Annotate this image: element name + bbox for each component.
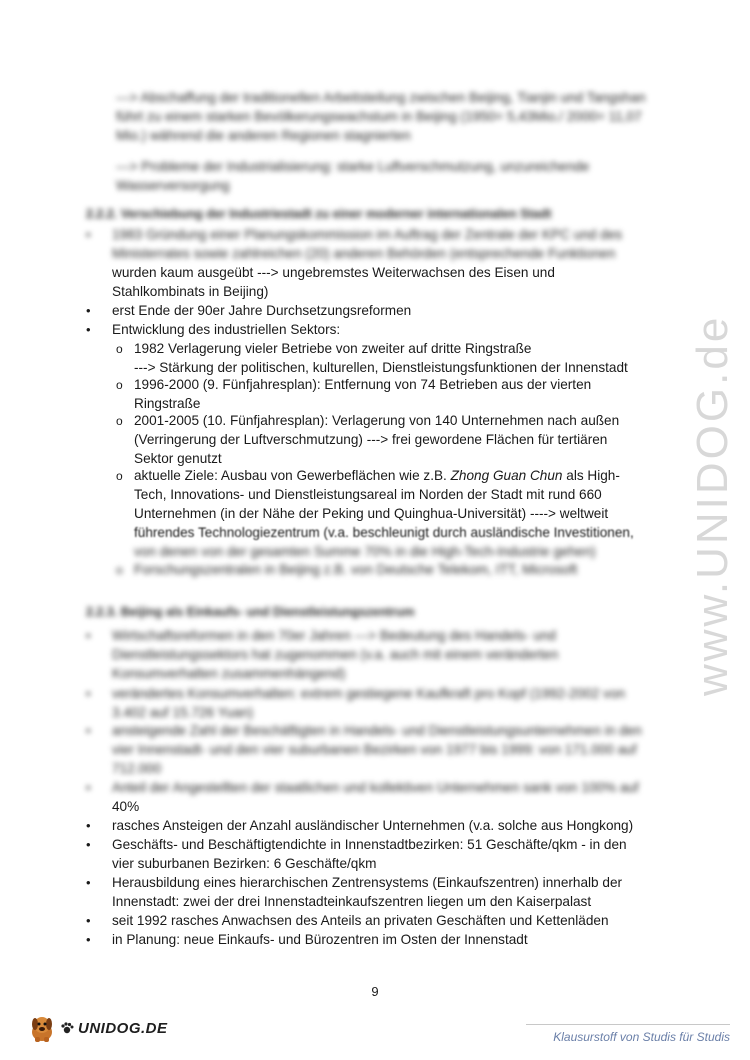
section222-bullet1-line1: 1983 Gründung einer Planungskommission im Auftrag der Zentrale der KPC und des — [112, 227, 623, 242]
section223-b5: rasches Ansteigen der Anzahl ausländischer Unternehmen (v.a. solche aus Hongkong) — [112, 818, 634, 833]
sub4-line1-a: aktuelle Ziele: Ausbau von Gewerbeflächen wie z.B. — [134, 468, 451, 483]
footer-tagline: Klausurstoff von Studis für Studis — [553, 1030, 730, 1044]
sub-bullet-icon: o — [116, 342, 123, 356]
section223-b3-line2: vier Innenstadt- und den vier suburbanen Bezirken von 1977 bis 1999: von 171.000 auf — [112, 742, 637, 757]
intro-arrow-2-cont: Wasserversorgung — [116, 178, 230, 193]
sub3-line2: (Verringerung der Luftverschmutzung) ---> frei gewordene Flächen für tertiären — [134, 432, 608, 447]
sub2-line2: Ringstraße — [134, 396, 201, 411]
section223-b1-line3: Konsumverhalten zusammenhängend) — [112, 666, 346, 681]
bullet-icon: • — [86, 686, 91, 701]
section223-b3-line1: ansteigende Zahl der Beschäftigten in Handels- und Dienstleistungsunternehmen in den — [112, 723, 642, 738]
bullet-icon: • — [86, 723, 91, 738]
sub5-line1: Forschungszentralen in Beijing z.B. von Deutsche Telekom, ITT, Microsoft — [134, 562, 578, 577]
sub4-line3: Unternehmen (in der Nähe der Peking und Quinghua-Universität) ----> weltweit — [134, 506, 609, 521]
section223-b2-line2: 3.402 auf 15.726 Yuan) — [112, 705, 254, 720]
sub4-line1-b: als High- — [562, 468, 620, 483]
section222-bullet1-line4: Stahlkombinats in Beijing) — [112, 284, 269, 299]
bullet-icon: • — [86, 932, 91, 947]
sub-bullet-icon: o — [116, 469, 123, 483]
section-heading-222: 2.2.2. Verschiebung der Industriestadt zu einer moderner internationalen Stadt — [86, 207, 552, 221]
sub4-line5: von denen von der gesamten Summe 70% in die High-Tech-Industrie gehen) — [134, 544, 596, 559]
intro-arrow-1: ---> Abschaffung der traditionellen Arbeitsteilung zwischen Beijing, Tianjin und Tangshan — [116, 90, 646, 105]
logo-text: UNIDOG.DE — [78, 1019, 168, 1037]
section223-b1-line1: Wirtschaftsreformen in den 70er Jahren ---> Bedeutung des Handels- und — [112, 628, 556, 643]
section223-b3-line3: 712.000 — [112, 761, 162, 776]
sub3-line3: Sektor genutzt — [134, 451, 222, 466]
bullet-icon: • — [86, 780, 91, 795]
bullet-icon: • — [86, 303, 91, 318]
section222-bullet2: erst Ende der 90er Jahre Durchsetzungsreformen — [112, 303, 412, 318]
sub-bullet-icon: o — [116, 378, 123, 392]
sub4-line1-em: Zhong Guan Chun — [450, 468, 563, 483]
bullet-icon: • — [86, 628, 91, 643]
section223-b4-line2: 40% — [112, 799, 140, 814]
sub1-line1: 1982 Verlagerung vieler Betriebe von zweiter auf dritte Ringstraße — [134, 341, 532, 356]
section223-b7-line2: Innenstadt: zwei der drei Innenstadteinkaufszentren liegen um den Kaiserpalast — [112, 894, 592, 909]
paw-icon — [60, 1021, 74, 1035]
bullet-icon: • — [86, 818, 91, 833]
section223-b7-line1: Herausbildung eines hierarchischen Zentrensystems (Einkaufszentren) innerhalb der — [112, 875, 623, 890]
section223-b6-line1: Geschäfts- und Beschäftigtendichte in Innenstadtbezirken: 51 Geschäfte/qkm - in den — [112, 837, 627, 852]
section223-b8: seit 1992 rasches Anwachsen des Anteils an privaten Geschäften und Kettenläden — [112, 913, 609, 928]
unidog-logo — [26, 1012, 168, 1044]
section223-b4-line1: Anteil der Angestellten der staatlichen und kollektiven Unternehmen sank von 100% auf — [112, 780, 639, 795]
sub-bullet-icon: o — [116, 414, 123, 428]
sub2-line1: 1996-2000 (9. Fünfjahresplan): Entfernung von 74 Betrieben aus der vierten — [134, 377, 592, 392]
section223-b2-line1: verändertes Konsumverhalten: extrem gestiegene Kaufkraft pro Kopf (1992-2002 von — [112, 686, 626, 701]
intro-arrow-2: ---> Probleme der Industrialisierung: starke Luftverschmutzung, unzureichende — [116, 159, 590, 174]
section222-bullet3: Entwicklung des industriellen Sektors: — [112, 322, 341, 337]
section223-b6-line2: vier suburbanen Bezirken: 6 Geschäfte/qkm — [112, 856, 377, 871]
sub3-line1: 2001-2005 (10. Fünfjahresplan): Verlagerung von 140 Unternehmen nach außen — [134, 413, 620, 428]
intro-arrow-1-cont: führt zu einem starken Bevölkerungswachstum in Beijing (1950= 5,43Mio./ 2000= 11,07 — [116, 109, 642, 124]
sub4-line1 — [134, 466, 664, 485]
bullet-icon: • — [86, 227, 91, 242]
section-heading-223: 2.2.3. Beijing als Einkaufs- und Dienstleistungszentrum — [86, 605, 415, 619]
bullet-icon: • — [86, 837, 91, 852]
section222-bullet1-line2: Ministerrates sowie zahlreichen (20) anderen Behörden (entsprechende Funktionen — [112, 246, 616, 261]
intro-arrow-1-end: Mio.) während die anderen Regionen stagnierten — [116, 128, 411, 143]
sub1-line2: ---> Stärkung der politischen, kulturellen, Dienstleistungsfunktionen der Innenstadt — [134, 360, 628, 375]
sub4-line2: Tech, Innovations- und Dienstleistungsareal im Norden der Stadt mit rund 660 — [134, 487, 602, 502]
bullet-icon: • — [86, 913, 91, 928]
sub4-line4: führendes Technologiezentrum (v.a. beschleunigt durch ausländische Investitionen, — [134, 525, 634, 540]
footer-rule — [526, 1024, 730, 1025]
section223-b1-line2: Dienstleistungssektors hat zugenommen (v.a. auch mit einem veränderten — [112, 647, 559, 662]
bullet-icon: • — [86, 875, 91, 890]
page-number: 9 — [371, 984, 379, 999]
dog-icon — [26, 1012, 58, 1044]
bullet-icon: • — [86, 322, 91, 337]
section222-bullet1-line3: wurden kaum ausgeübt ---> ungebremstes Weiterwachsen des Eisen und — [112, 265, 555, 280]
sub-bullet-icon: o — [116, 563, 123, 577]
section223-b9: in Planung: neue Einkaufs- und Bürozentren im Osten der Innenstadt — [112, 932, 528, 947]
watermark-text: www.UNIDOG.de — [688, 314, 737, 696]
